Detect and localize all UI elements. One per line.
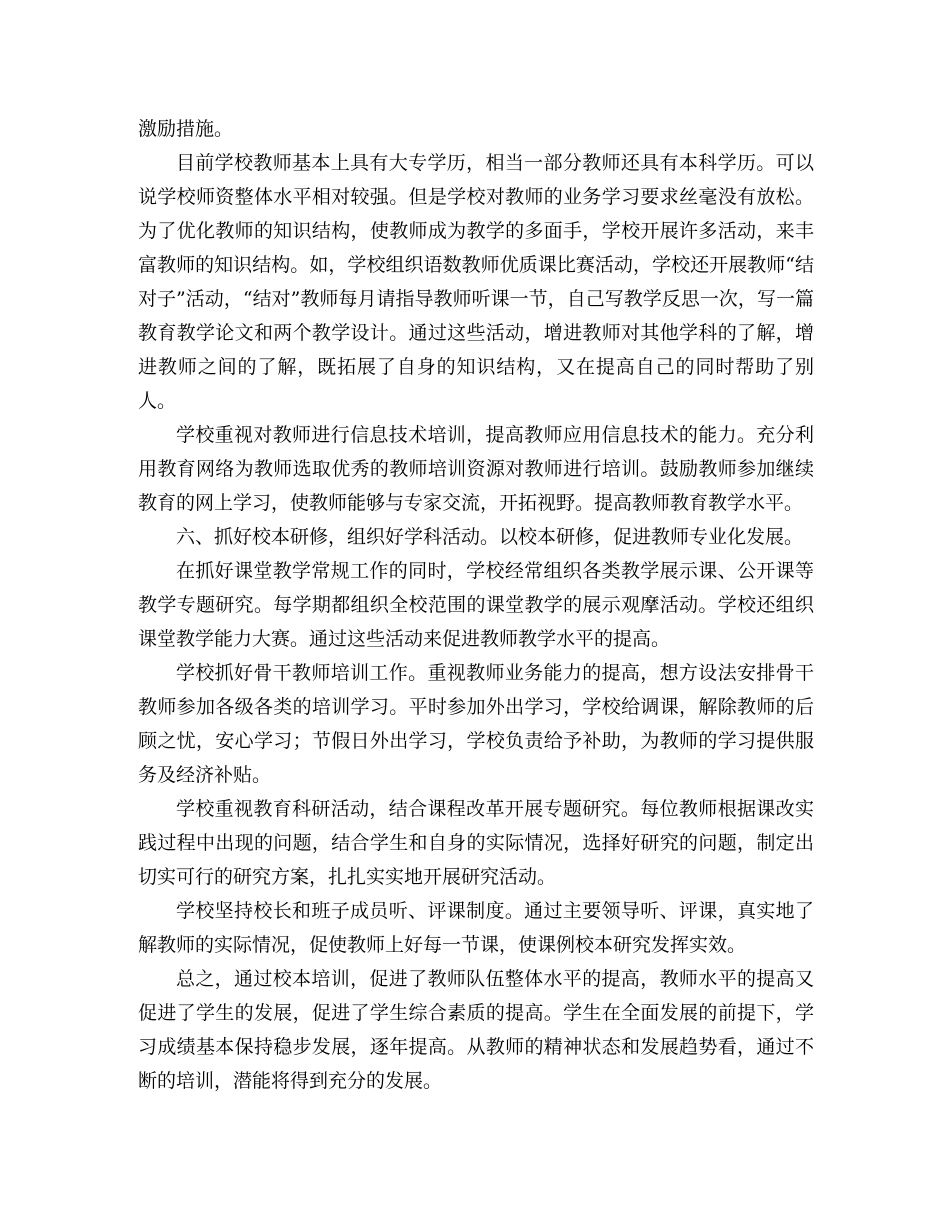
paragraph-it-training: 学校重视对教师进行信息技术培训，提高教师应用信息技术的能力。充分利用教育网络为教师选取优秀的教师培训资源对教师进行培训。鼓励教师参加继续教育的网上学习，使教师能够与专家交流，开拓视野。提高教师教育教学水平。 — [138, 424, 814, 514]
paragraph-lesson-observation: 学校坚持校长和班子成员听、评课制度。通过主要领导听、评课，真实地了解教师的实际情况，促使教师上好每一节课，使课例校本研究发挥实效。 — [138, 900, 814, 956]
paragraph-continuation: 激励措施。 — [138, 118, 234, 140]
paragraph-backbone-teachers: 学校抓好骨干教师培训工作。重视教师业务能力的提高，想方设法安排骨干教师参加各级各类的培训学习。平时参加外出学习，学校给调课，解除教师的后顾之忧，安心学习；节假日外出学习，学校负责给予补助，为教师的学习提供服务及经济补贴。 — [138, 662, 814, 786]
paragraph-teacher-qualifications: 目前学校教师基本上具有大专学历，相当一部分教师还具有本科学历。可以说学校师资整体水平相对较强。但是学校对教师的业务学习要求丝毫没有放松。为了优化教师的知识结构，使教师成为教学的多面手，学校开展许多活动，来丰富教师的知识结构。如，学校组织语数教师优质课比赛活动，学校还开展教师“结对子”活动，“结对”教师每月请指导教师听课一节，自己写教学反思一次，写一篇教育教学论文和两个教学设计。通过这些活动，增进教师对其他学科的了解，增进教师之间的了解，既拓展了自身的知识结构，又在提高自己的同时帮助了别人。 — [138, 152, 814, 412]
paragraph-conclusion: 总之，通过校本培训，促进了教师队伍整体水平的提高，教师水平的提高又促进了学生的发展，促进了学生综合素质的提高。学生在全面发展的前提下，学习成绩基本保持稳步发展，逐年提高。从教师的精神状态和发展趋势看，通过不断的培训，潜能将得到充分的发展。 — [138, 968, 814, 1092]
section-heading-six: 六、抓好校本研修，组织好学科活动。以校本研修，促进教师专业化发展。 — [176, 526, 804, 548]
paragraph-research-activities: 学校重视教育科研活动，结合课程改革开展专题研究。每位教师根据课改实践过程中出现的问题，结合学生和自身的实际情况，选择好研究的问题，制定出切实可行的研究方案，扎扎实实地开展研究活动。 — [138, 798, 814, 888]
document-body — [138, 112, 814, 1098]
paragraph-classroom-teaching: 在抓好课堂教学常规工作的同时，学校经常组织各类教学展示课、公开课等教学专题研究。每学期都组织全校范围的课堂教学的展示观摩活动。学校还组织课堂教学能力大赛。通过这些活动来促进教师教学水平的提高。 — [138, 560, 814, 650]
